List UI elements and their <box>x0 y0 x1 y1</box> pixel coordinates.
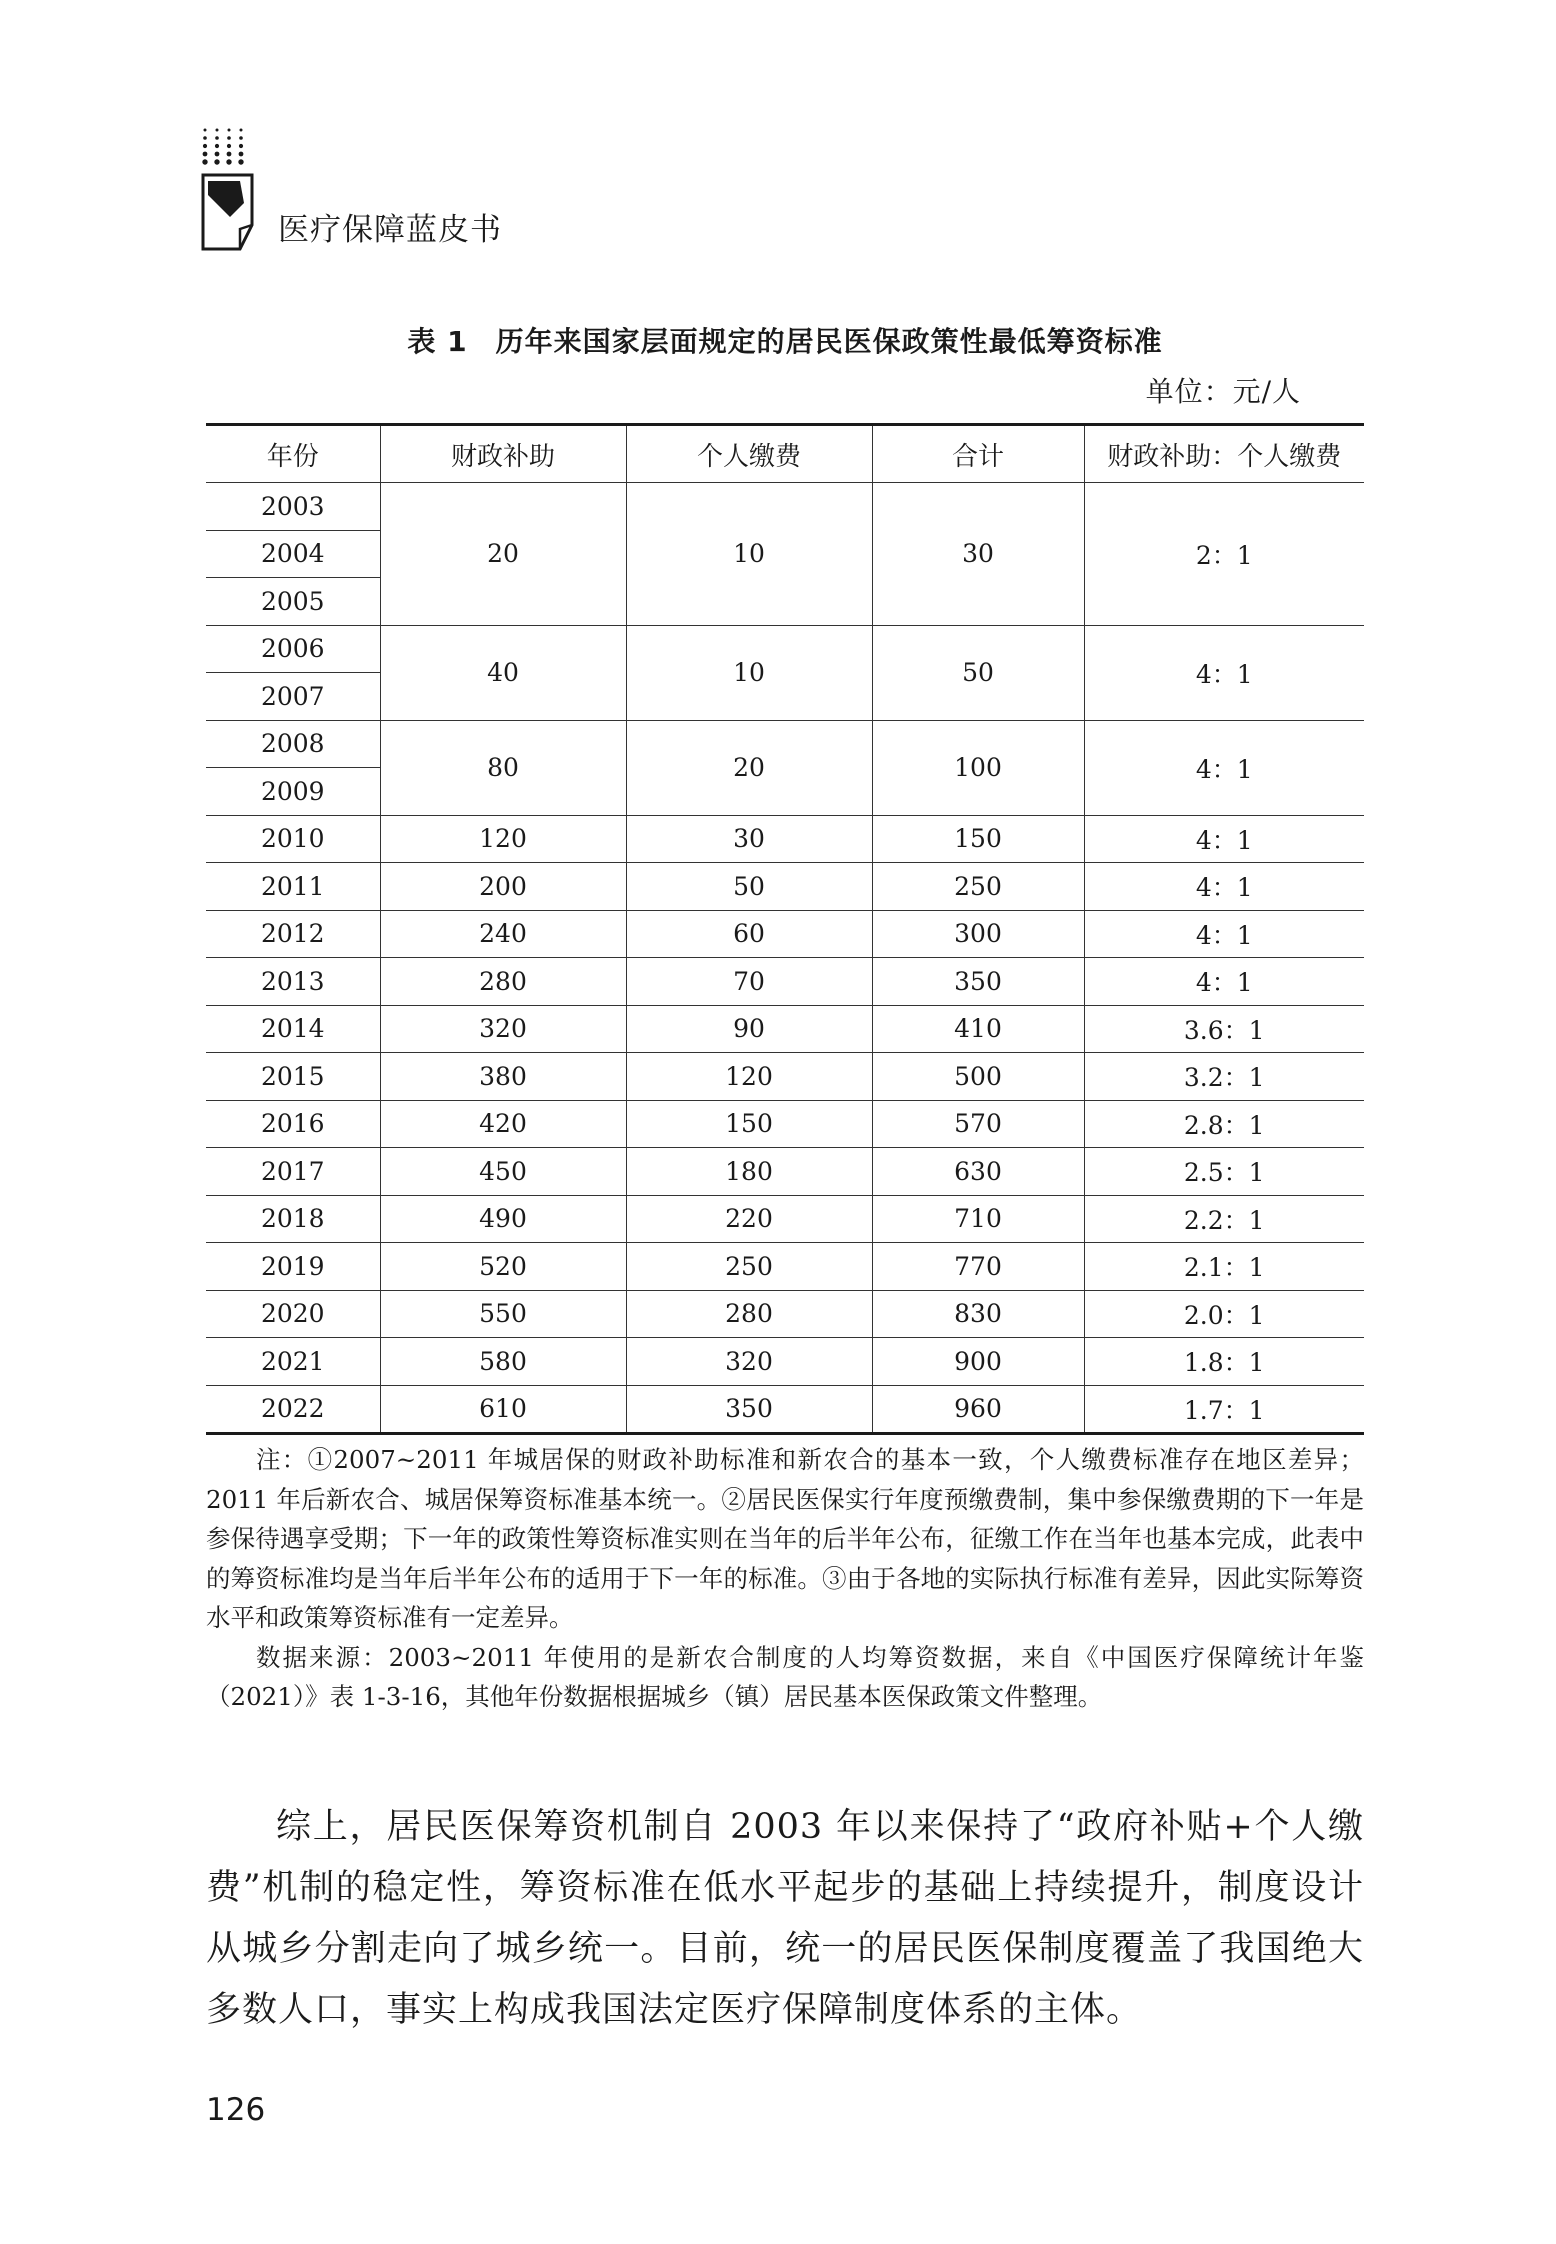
fiscal-subsidy-cell: 380 <box>380 1053 626 1101</box>
total-cell: 50 <box>872 625 1084 720</box>
table-row <box>206 483 1364 531</box>
fiscal-subsidy-cell: 80 <box>380 720 626 815</box>
table-row <box>206 1385 1364 1434</box>
column-header: 合计 <box>872 425 1084 483</box>
year-cell: 2010 <box>206 815 380 863</box>
year-cell: 2012 <box>206 910 380 958</box>
ratio-cell: 2.2：1 <box>1084 1195 1364 1243</box>
personal-payment-cell: 20 <box>626 720 872 815</box>
year-cell: 2022 <box>206 1385 380 1434</box>
personal-payment-cell: 280 <box>626 1290 872 1338</box>
personal-payment-cell: 120 <box>626 1053 872 1101</box>
personal-payment-cell: 350 <box>626 1385 872 1434</box>
ratio-cell: 4：1 <box>1084 910 1364 958</box>
table-row <box>206 720 1364 768</box>
ratio-cell: 2.5：1 <box>1084 1148 1364 1196</box>
year-cell: 2021 <box>206 1338 380 1386</box>
personal-payment-cell: 30 <box>626 815 872 863</box>
personal-payment-cell: 220 <box>626 1195 872 1243</box>
year-cell: 2018 <box>206 1195 380 1243</box>
fiscal-subsidy-cell: 550 <box>380 1290 626 1338</box>
funding-standards-table <box>206 423 1364 1435</box>
personal-payment-cell: 10 <box>626 625 872 720</box>
total-cell: 150 <box>872 815 1084 863</box>
ratio-cell: 4：1 <box>1084 720 1364 815</box>
year-cell: 2014 <box>206 1005 380 1053</box>
total-cell: 350 <box>872 958 1084 1006</box>
total-cell: 960 <box>872 1385 1084 1434</box>
year-cell: 2003 <box>206 483 380 531</box>
column-header: 财政补助 <box>380 425 626 483</box>
year-cell: 2009 <box>206 768 380 816</box>
personal-payment-cell: 50 <box>626 863 872 911</box>
column-header: 年份 <box>206 425 380 483</box>
fiscal-subsidy-cell: 200 <box>380 863 626 911</box>
total-cell: 250 <box>872 863 1084 911</box>
fiscal-subsidy-cell: 40 <box>380 625 626 720</box>
ratio-cell: 3.2：1 <box>1084 1053 1364 1101</box>
table-row <box>206 1195 1364 1243</box>
year-cell: 2017 <box>206 1148 380 1196</box>
data-source: 数据来源：2003~2011 年使用的是新农合制度的人均筹资数据，来自《中国医疗保障统计年鉴（2021）》表 1-3-16，其他年份数据根据城乡（镇）居民基本医保政策文件整理。 <box>206 1642 1364 1711</box>
column-header: 财政补助：个人缴费 <box>1084 425 1364 483</box>
table-row <box>206 625 1364 673</box>
year-cell: 2011 <box>206 863 380 911</box>
personal-payment-cell: 180 <box>626 1148 872 1196</box>
ratio-cell: 1.7：1 <box>1084 1385 1364 1434</box>
dot-grid-book-icon <box>200 125 260 255</box>
table-header-row <box>206 425 1364 483</box>
total-cell: 570 <box>872 1100 1084 1148</box>
fiscal-subsidy-cell: 240 <box>380 910 626 958</box>
personal-payment-cell: 10 <box>626 483 872 626</box>
fiscal-subsidy-cell: 320 <box>380 1005 626 1053</box>
total-cell: 30 <box>872 483 1084 626</box>
ratio-cell: 3.6：1 <box>1084 1005 1364 1053</box>
total-cell: 900 <box>872 1338 1084 1386</box>
fiscal-subsidy-cell: 610 <box>380 1385 626 1434</box>
fiscal-subsidy-cell: 120 <box>380 815 626 863</box>
table-title <box>206 320 1364 360</box>
table-note: 注：①2007~2011 年城居保的财政补助标准和新农合的基本一致，个人缴费标准存在地区差异；2011 年后新农合、城居保筹资标准基本统一。②居民医保实行年度预缴费制，集中参保缴费期的下一年是参保待遇享受期；下一年的政策性筹资标准实则在当年的后半年公布，征缴工作在当年也基本完成，此表中的筹资标准均是当年后半年公布的适用于下一年的标准。③由于各地的实际执行标准有差异，因此实际筹资水平和政策筹资标准有一定差异。 <box>206 1445 1364 1632</box>
year-cell: 2004 <box>206 530 380 578</box>
total-cell: 630 <box>872 1148 1084 1196</box>
ratio-cell: 4：1 <box>1084 958 1364 1006</box>
ratio-cell: 2.8：1 <box>1084 1100 1364 1148</box>
page-number: 126 <box>206 2092 266 2128</box>
body-paragraph: 综上，居民医保筹资机制自 2003 年以来保持了“政府补贴+个人缴费”机制的稳定性，筹资标准在低水平起步的基础上持续提升，制度设计从城乡分割走向了城乡统一。目前，统一的居民医保制度覆盖了我国绝大多数人口，事实上构成我国法定医疗保障制度体系的主体。 <box>206 1807 1364 2030</box>
total-cell: 300 <box>872 910 1084 958</box>
book-series-logo <box>200 125 260 255</box>
personal-payment-cell: 70 <box>626 958 872 1006</box>
fiscal-subsidy-cell: 580 <box>380 1338 626 1386</box>
table-row <box>206 1053 1364 1101</box>
year-cell: 2015 <box>206 1053 380 1101</box>
ratio-cell: 2.1：1 <box>1084 1243 1364 1291</box>
book-title: 医疗保障蓝皮书 <box>278 212 502 248</box>
table-row <box>206 1243 1364 1291</box>
total-cell: 710 <box>872 1195 1084 1243</box>
personal-payment-cell: 60 <box>626 910 872 958</box>
personal-payment-cell: 90 <box>626 1005 872 1053</box>
total-cell: 410 <box>872 1005 1084 1053</box>
year-cell: 2020 <box>206 1290 380 1338</box>
fiscal-subsidy-cell: 420 <box>380 1100 626 1148</box>
ratio-cell: 4：1 <box>1084 863 1364 911</box>
table-row <box>206 958 1364 1006</box>
year-cell: 2016 <box>206 1100 380 1148</box>
ratio-cell: 2：1 <box>1084 483 1364 626</box>
fiscal-subsidy-cell: 490 <box>380 1195 626 1243</box>
year-cell: 2019 <box>206 1243 380 1291</box>
personal-payment-cell: 150 <box>626 1100 872 1148</box>
total-cell: 500 <box>872 1053 1084 1101</box>
table-number: 表 1 <box>407 325 468 358</box>
year-cell: 2007 <box>206 673 380 721</box>
column-header: 个人缴费 <box>626 425 872 483</box>
table-unit: 单位：元/人 <box>1145 375 1301 408</box>
year-cell: 2008 <box>206 720 380 768</box>
table-row <box>206 1338 1364 1386</box>
ratio-cell: 1.8：1 <box>1084 1338 1364 1386</box>
table-row <box>206 910 1364 958</box>
fiscal-subsidy-cell: 520 <box>380 1243 626 1291</box>
table-row <box>206 863 1364 911</box>
table-row <box>206 1100 1364 1148</box>
fiscal-subsidy-cell: 450 <box>380 1148 626 1196</box>
ratio-cell: 4：1 <box>1084 815 1364 863</box>
table-notes <box>206 1440 1364 1717</box>
year-cell: 2005 <box>206 578 380 626</box>
total-cell: 770 <box>872 1243 1084 1291</box>
total-cell: 830 <box>872 1290 1084 1338</box>
personal-payment-cell: 250 <box>626 1243 872 1291</box>
total-cell: 100 <box>872 720 1084 815</box>
table-row <box>206 1005 1364 1053</box>
table-row <box>206 1290 1364 1338</box>
table-row <box>206 1148 1364 1196</box>
ratio-cell: 4：1 <box>1084 625 1364 720</box>
fiscal-subsidy-cell: 280 <box>380 958 626 1006</box>
fiscal-subsidy-cell: 20 <box>380 483 626 626</box>
year-cell: 2006 <box>206 625 380 673</box>
table-title-text: 历年来国家层面规定的居民医保政策性最低筹资标准 <box>495 325 1163 358</box>
personal-payment-cell: 320 <box>626 1338 872 1386</box>
table-row <box>206 815 1364 863</box>
ratio-cell: 2.0：1 <box>1084 1290 1364 1338</box>
body-text <box>206 1797 1364 2041</box>
year-cell: 2013 <box>206 958 380 1006</box>
